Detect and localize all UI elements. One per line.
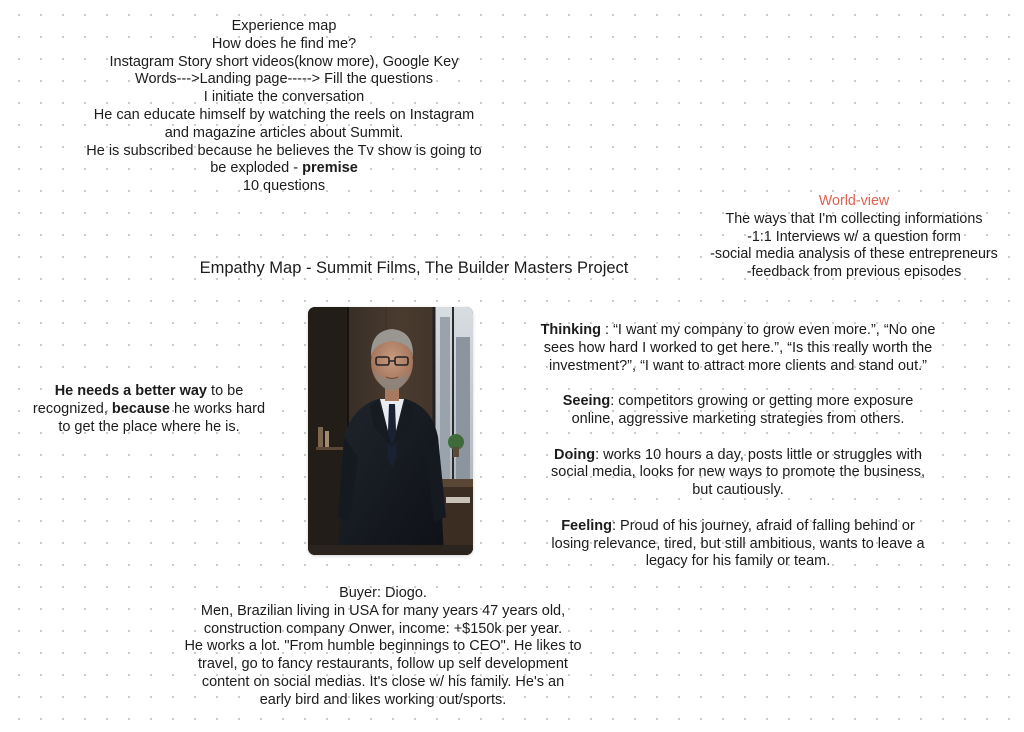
need-statement-note[interactable] xyxy=(18,383,280,436)
need-statement-line: to get the place where he is. xyxy=(58,418,240,435)
experience-map-line: 10 questions xyxy=(242,178,326,195)
experience-map-title: Experience map xyxy=(231,18,337,34)
thinking-line: sees how hard I worked to get here.”, “Is this really worth the xyxy=(543,339,933,356)
premise-keyword: premise xyxy=(302,160,358,177)
world-view-note[interactable] xyxy=(692,193,1016,282)
experience-map-line: I initiate the conversation xyxy=(203,89,365,106)
board-title[interactable]: Empathy Map - Summit Films, The Builder Masters Project xyxy=(199,259,629,277)
buyer-persona-note[interactable] xyxy=(150,585,616,710)
doing-label: Doing xyxy=(553,446,596,463)
seeing-line xyxy=(527,393,949,411)
premise-prefix: be exploded - xyxy=(210,160,303,177)
doing-line: but cautiously. xyxy=(692,482,784,499)
world-view-line: -social media analysis of these entrepreneurs xyxy=(710,246,998,263)
businessman-portrait-image xyxy=(308,307,473,555)
buyer-persona-line: travel, go to fancy restaurants, follow up self development xyxy=(198,656,568,673)
buyer-persona-line: He works a lot. "From humble beginnings to CEO". He likes to xyxy=(184,638,582,655)
experience-map-line: He is subscribed because he believes the Tv show is going to xyxy=(86,142,482,159)
world-view-line: -feedback from previous episodes xyxy=(746,264,962,281)
need-statement-line xyxy=(18,383,280,401)
feeling-line: losing relevance, tired, but still ambitious, wants to leave a xyxy=(551,535,925,552)
feeling-line: legacy for his family or team. xyxy=(645,553,831,570)
seeing-section xyxy=(527,393,949,429)
seeing-text: : competitors growing or getting more exposure xyxy=(610,393,914,410)
need-statement-bold: because xyxy=(111,400,170,417)
empathy-quadrants-note[interactable] xyxy=(527,322,949,571)
buyer-persona-line: early bird and likes working out/sports. xyxy=(259,691,507,708)
seeing-line: online, aggressive marketing strategies from others. xyxy=(571,410,905,427)
thinking-text: : “I want my company to grow even more.”, “No one xyxy=(600,322,936,338)
thinking-line: investment?”, “I want to attract more clients and stand out.” xyxy=(549,357,927,374)
persona-photo[interactable] xyxy=(308,307,473,555)
buyer-persona-line: construction company Onwer, income: +$150k per year. xyxy=(203,620,563,637)
need-statement-line xyxy=(18,401,280,419)
thinking-section xyxy=(527,322,949,375)
doing-text: : works 10 hours a day, posts little or struggles with xyxy=(595,446,922,463)
need-statement-text: recognized, xyxy=(32,400,112,417)
experience-map-line: Words--->Landing page-----> Fill the questions xyxy=(135,71,433,88)
need-statement-text: to be xyxy=(207,383,244,399)
doing-section xyxy=(527,447,949,500)
world-view-line: -1:1 Interviews w/ a question form xyxy=(747,228,961,245)
feeling-line xyxy=(527,518,949,536)
world-view-line: The ways that I'm collecting informations xyxy=(725,210,983,227)
feeling-section xyxy=(527,518,949,571)
need-statement-bold: He needs a better way xyxy=(54,383,208,399)
seeing-label: Seeing xyxy=(562,393,611,410)
thinking-label: Thinking xyxy=(540,322,601,338)
buyer-persona-line: content on social medias. It's close w/ his family. He's an xyxy=(201,673,565,690)
experience-map-note[interactable] xyxy=(70,18,498,196)
doing-line xyxy=(527,447,949,465)
feeling-label: Feeling xyxy=(561,517,612,534)
thinking-line xyxy=(527,322,949,340)
buyer-persona-line: Men, Brazilian living in USA for many years 47 years old, xyxy=(200,602,566,619)
world-view-title: World-view xyxy=(818,193,890,209)
experience-map-line: Instagram Story short videos(know more), Google Key xyxy=(109,53,459,70)
experience-map-line: and magazine articles about Summit. xyxy=(164,124,404,141)
doing-line: social media, looks for new ways to promote the business, xyxy=(551,464,925,481)
buyer-persona-title: Buyer: Diogo. xyxy=(339,585,427,601)
experience-map-line: How does he find me? xyxy=(211,35,357,52)
experience-map-line xyxy=(70,160,498,178)
experience-map-line: He can educate himself by watching the reels on Instagram xyxy=(93,106,475,123)
feeling-text: : Proud of his journey, afraid of falling behind or xyxy=(611,517,915,534)
need-statement-text: he works hard xyxy=(169,400,266,417)
